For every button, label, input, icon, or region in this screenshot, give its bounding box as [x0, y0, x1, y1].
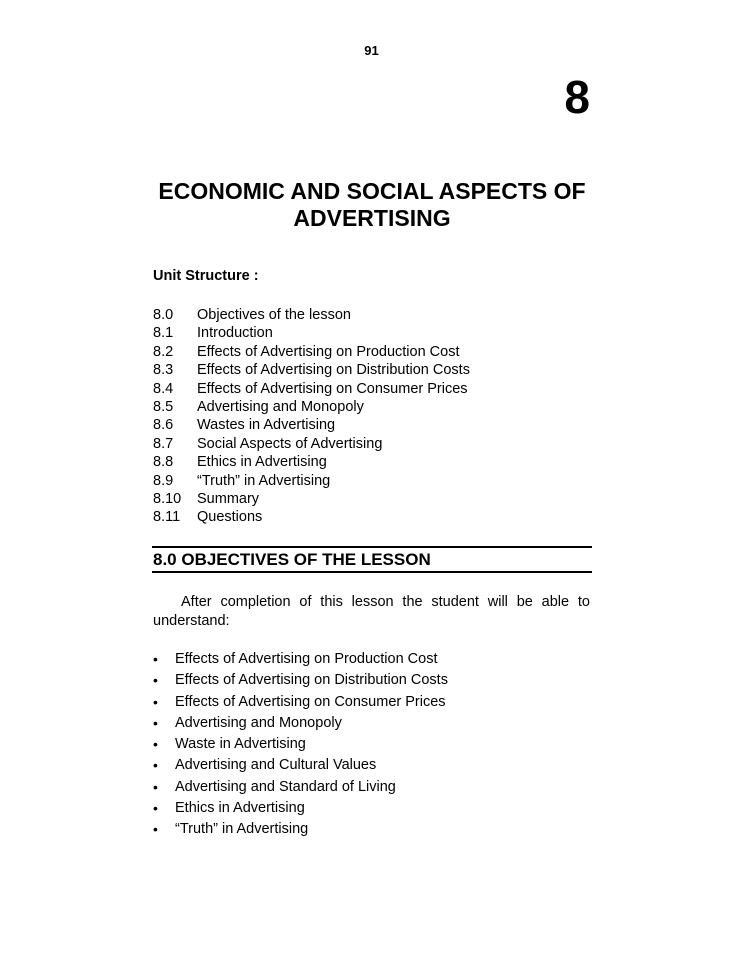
toc-item-number: 8.10 [153, 491, 182, 508]
objective-label: Advertising and Monopoly [175, 714, 342, 731]
toc-item-label: Wastes in Advertising [197, 417, 336, 434]
toc-item [153, 490, 470, 508]
toc-item [153, 472, 470, 490]
toc-item [153, 380, 470, 398]
chapter-title: ECONOMIC AND SOCIAL ASPECTS OF ADVERTISING [158, 178, 586, 231]
objective-label: Effects of Advertising on Consumer Prices [175, 693, 446, 710]
unit-structure-list [153, 306, 470, 527]
objective-item [153, 755, 448, 776]
toc-item-number: 8.6 [153, 417, 174, 434]
chapter-number: 8 [564, 71, 590, 123]
toc-item [153, 416, 470, 434]
bullet-icon: • [153, 778, 158, 795]
objective-label: Advertising and Cultural Values [175, 757, 377, 774]
toc-item [153, 324, 470, 342]
toc-item-label: Ethics in Advertising [197, 454, 327, 471]
bullet-icon: • [153, 757, 158, 774]
objective-label: Effects of Advertising on Production Cost [175, 651, 438, 667]
toc-item-label: Summary [197, 491, 260, 508]
bullet-icon: • [153, 800, 158, 817]
objective-item [153, 777, 448, 798]
page-number: 91 [364, 43, 379, 58]
toc-item-label: Effects of Advertising on Distribution Costs [197, 362, 470, 379]
intro-paragraph: After completion of this lesson the student will be able to understand: [153, 594, 590, 629]
toc-item-label: Effects of Advertising on Production Cost [197, 343, 460, 360]
toc-item [153, 453, 470, 471]
toc-item-label: Effects of Advertising on Consumer Prices [197, 380, 468, 397]
toc-item [153, 398, 470, 416]
toc-item-label: Questions [197, 509, 263, 526]
toc-item-number: 8.11 [153, 509, 181, 526]
toc-item-label: Objectives of the lesson [197, 307, 351, 323]
toc-item-number: 8.0 [153, 307, 174, 323]
objective-label: Ethics in Advertising [175, 800, 305, 817]
bullet-icon: • [153, 672, 158, 689]
objective-label: “Truth” in Advertising [175, 821, 309, 838]
objective-label: Advertising and Standard of Living [175, 778, 396, 795]
bullet-icon: • [153, 693, 158, 710]
toc-item-number: 8.3 [153, 362, 174, 379]
objective-item [153, 819, 448, 840]
toc-item [153, 361, 470, 379]
toc-item-number: 8.7 [153, 435, 174, 452]
objective-item [153, 734, 448, 755]
unit-structure-heading: Unit Structure : [153, 268, 259, 284]
toc-item-label: “Truth” in Advertising [197, 472, 331, 489]
bullet-icon: • [153, 651, 158, 667]
bullet-icon: • [153, 714, 158, 731]
toc-item-label: Advertising and Monopoly [197, 399, 364, 416]
toc-item [153, 508, 470, 526]
objectives-list [153, 649, 448, 841]
objective-item [153, 649, 448, 670]
objective-label: Effects of Advertising on Distribution Costs [175, 672, 448, 689]
toc-item-number: 8.9 [153, 472, 174, 489]
objective-label: Waste in Advertising [175, 736, 306, 753]
toc-item-number: 8.4 [153, 380, 174, 397]
objective-item [153, 670, 448, 691]
toc-item [153, 306, 470, 324]
objective-item [153, 692, 448, 713]
toc-item-label: Social Aspects of Advertising [197, 435, 383, 452]
toc-item-number: 8.8 [153, 454, 174, 471]
objective-item [153, 713, 448, 734]
toc-item-label: Introduction [197, 325, 273, 342]
bullet-icon: • [153, 821, 158, 838]
section-heading: 8.0 OBJECTIVES OF THE LESSON [153, 550, 431, 569]
toc-item-number: 8.1 [153, 325, 174, 342]
toc-item [153, 343, 470, 361]
objective-item [153, 798, 448, 819]
toc-item [153, 435, 470, 453]
toc-item-number: 8.2 [153, 343, 174, 360]
bullet-icon: • [153, 736, 158, 753]
toc-item-number: 8.5 [153, 399, 174, 416]
